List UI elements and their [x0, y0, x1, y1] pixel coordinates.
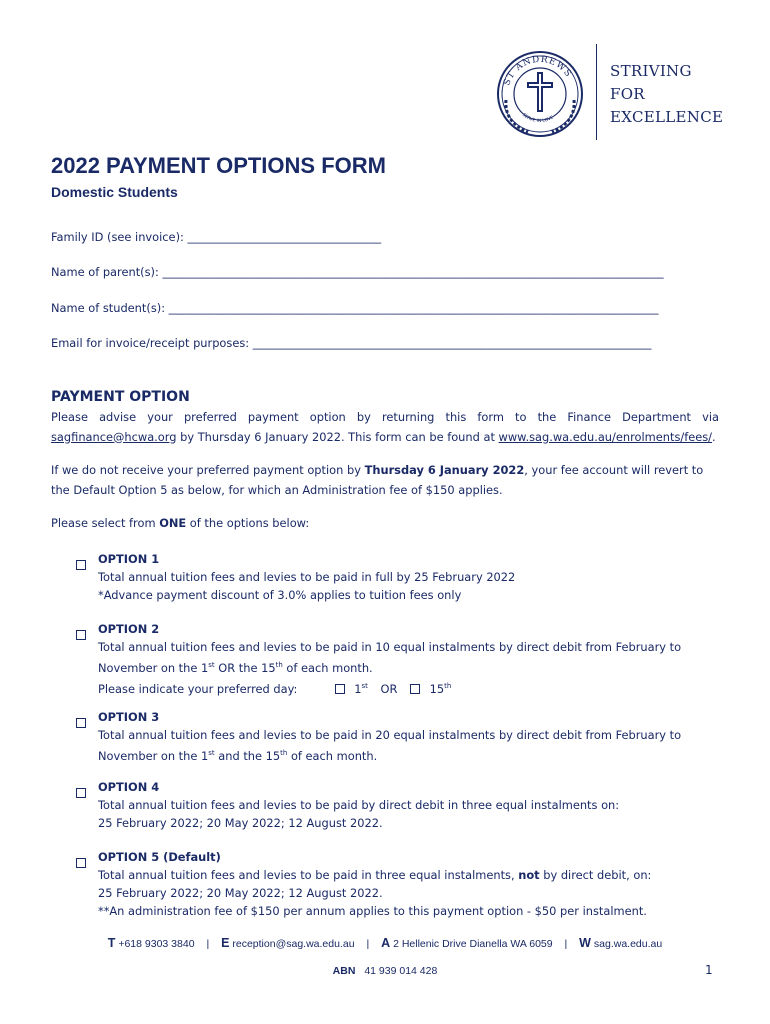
ordinal-suffix: th — [280, 749, 288, 757]
option-5-line — [98, 866, 719, 884]
select-text: Please select from — [51, 516, 160, 530]
footer-divider: | — [564, 938, 568, 950]
phone-label: T — [107, 936, 116, 950]
option-5-text: by direct debit, on: — [539, 868, 652, 882]
option-1-title: OPTION 1 — [98, 552, 160, 566]
option-5-description — [98, 866, 719, 920]
instructions-text: by Thursday 6 January 2022. This form can be found at — [176, 429, 499, 444]
contact-footer — [0, 936, 770, 950]
option-1-description — [98, 568, 719, 604]
address-label: A — [381, 936, 391, 950]
day-15th-label: 15 — [429, 681, 445, 696]
option-2-line: Total annual tuition fees and levies to be paid in 10 equal instalments by direct debit from February to — [98, 640, 682, 654]
option-1-checkbox[interactable] — [76, 554, 86, 573]
option-4-line: 25 February 2022; 20 May 2022; 12 August 2022. — [98, 816, 383, 830]
payment-option-heading: PAYMENT OPTION — [51, 389, 190, 405]
notice-text: , your fee account will revert to the Default Option 5 as below, for which an Administration fee of $150 applies. — [51, 463, 704, 497]
option-2-text: of each month. — [282, 660, 373, 675]
option-3-line — [98, 744, 719, 765]
option-4-checkbox[interactable] — [76, 782, 86, 801]
abn-value: 41 939 014 428 — [364, 965, 438, 977]
student-name-field[interactable]: Name of student(s): ______________________________________________________________________________________ — [51, 301, 659, 315]
footer-divider: | — [366, 938, 370, 950]
option-5-emphasis: not — [518, 868, 540, 882]
option-1-line: *Advance payment discount of 3.0% applies to tuition fees only — [98, 588, 462, 602]
or-label: OR — [380, 681, 398, 696]
option-2-text: November on the 1 — [98, 660, 209, 675]
option-3-line: Total annual tuition fees and levies to be paid in 20 equal instalments by direct debit from February to — [98, 728, 682, 742]
email-value: reception@sag.wa.edu.au — [232, 938, 355, 950]
option-2-title: OPTION 2 — [98, 622, 160, 636]
page-title: 2022 PAYMENT OPTIONS FORM — [51, 153, 386, 178]
instructions-paragraph — [51, 408, 719, 447]
option-2-checkbox[interactable] — [76, 624, 86, 643]
notice-date: Thursday 6 January 2022 — [364, 463, 525, 477]
svg-text:SERVE IN LOVE: SERVE IN LOVE — [520, 112, 555, 125]
tagline-line: STRIVING — [610, 62, 692, 80]
select-emphasis: ONE — [159, 516, 187, 530]
parent-name-field[interactable]: Name of parent(s): ________________________________________________________________________________________ — [51, 265, 664, 279]
option-5-line: **An administration fee of $150 per annum applies to this payment option - $50 per instalment. — [98, 904, 647, 918]
tagline-line: FOR — [610, 85, 645, 103]
ordinal-suffix: th — [275, 661, 283, 669]
tagline — [610, 60, 723, 129]
preferred-day-label: Please indicate your preferred day: — [98, 681, 298, 696]
notice-text: If we do not receive your preferred payment option by — [51, 463, 365, 477]
ordinal-suffix: st — [208, 661, 215, 669]
option-5-checkbox[interactable] — [76, 852, 86, 871]
preferred-day-row — [98, 677, 719, 698]
day-1st-label: 1 — [354, 681, 362, 696]
option-4-description — [98, 796, 719, 832]
phone-value: +618 9303 3840 — [118, 938, 195, 950]
option-2-text: OR the 15 — [214, 660, 276, 675]
option-3-title: OPTION 3 — [98, 710, 160, 724]
option-5-line: 25 February 2022; 20 May 2022; 12 August 2022. — [98, 886, 383, 900]
ordinal-suffix: st — [361, 681, 368, 690]
instructions-text: . — [712, 429, 716, 444]
option-3-text: of each month. — [287, 748, 378, 763]
svg-text:ST ANDREWS: ST ANDREWS — [502, 54, 574, 88]
select-instruction — [51, 514, 719, 534]
option-2-line — [98, 656, 719, 677]
option-1-line: Total annual tuition fees and levies to be paid in full by 25 February 2022 — [98, 570, 516, 584]
option-4-title: OPTION 4 — [98, 780, 160, 794]
day-1st-checkbox[interactable] — [335, 684, 345, 694]
default-notice-paragraph — [51, 461, 719, 500]
option-3-checkbox[interactable] — [76, 712, 86, 731]
school-crest-logo — [494, 44, 586, 140]
ordinal-suffix: th — [444, 681, 452, 690]
abn-line — [0, 965, 770, 977]
finance-email-link[interactable]: sagfinance@hcwa.org — [51, 429, 177, 444]
day-15th-checkbox[interactable] — [410, 684, 420, 694]
select-text: of the options below: — [186, 516, 310, 530]
option-5-title: OPTION 5 (Default) — [98, 850, 221, 864]
email-label: E — [221, 936, 230, 950]
website-label: W — [579, 936, 591, 950]
email-field[interactable]: Email for invoice/receipt purposes: ______________________________________________________________________ — [51, 336, 652, 350]
option-4-line: Total annual tuition fees and levies to be paid by direct debit in three equal instalments on: — [98, 798, 620, 812]
option-3-description-cont — [98, 744, 719, 765]
option-2-description — [98, 638, 719, 656]
instructions-text: Please advise your preferred payment option by returning this form to the Finance Department via — [51, 410, 719, 424]
option-3-text: and the 15 — [214, 748, 281, 763]
fees-url-link[interactable]: www.sag.wa.edu.au/enrolments/fees/ — [498, 429, 713, 444]
option-2-description-cont — [98, 656, 719, 698]
page-number: 1 — [705, 963, 713, 977]
tagline-line: EXCELLENCE — [610, 108, 724, 126]
option-3-text: November on the 1 — [98, 748, 209, 763]
option-3-description — [98, 726, 719, 744]
website-value: sag.wa.edu.au — [593, 938, 663, 950]
ordinal-suffix: st — [208, 749, 215, 757]
header-divider — [596, 44, 597, 140]
footer-divider: | — [206, 938, 210, 950]
option-5-text: Total annual tuition fees and levies to be paid in three equal instalments, — [98, 868, 519, 882]
abn-label: ABN — [332, 965, 356, 977]
family-id-field[interactable]: Family ID (see invoice): __________________________________ — [51, 230, 382, 244]
address-value: 2 Hellenic Drive Dianella WA 6059 — [393, 938, 553, 950]
page-subtitle: Domestic Students — [51, 184, 178, 200]
